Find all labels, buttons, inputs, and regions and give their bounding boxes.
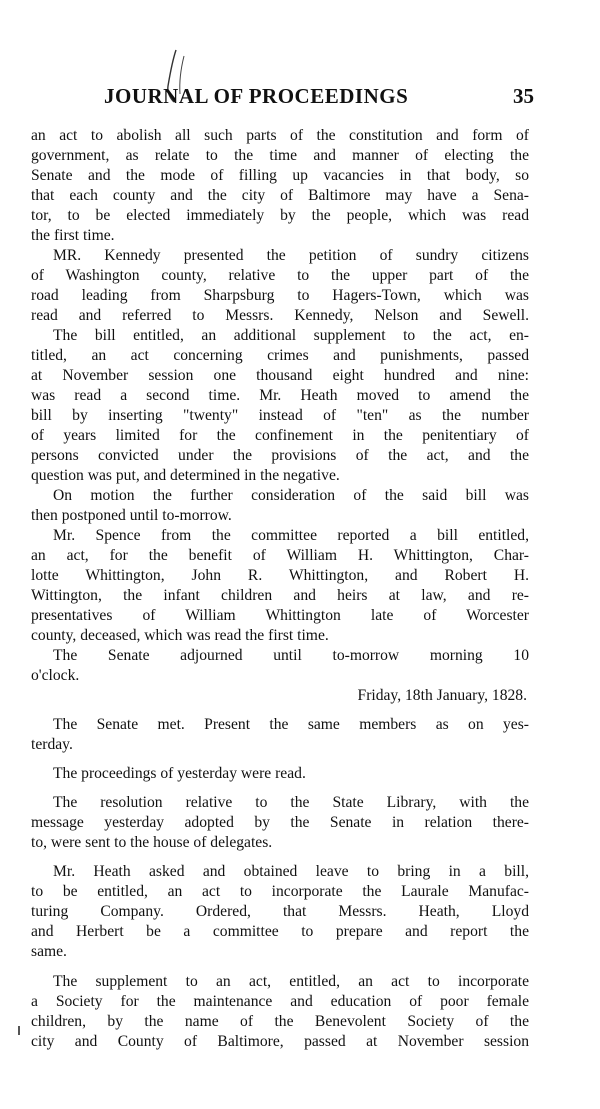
- text-line: lotte Whittington, John R. Whittington, and Robert H.: [31, 567, 529, 584]
- spacer: [31, 755, 529, 764]
- text-line: same.: [31, 943, 67, 960]
- text-line: of years limited for the confinement in the penitentiary of: [31, 427, 529, 444]
- text-line: tor, to be elected immediately by the people, which was read: [31, 207, 529, 224]
- text-line: The supplement to an act, entitled, an act to incorporate: [53, 973, 529, 990]
- text-line: The Senate adjourned until to-morrow morning 10: [53, 647, 529, 664]
- paragraph: [31, 126, 529, 246]
- paragraph: [31, 486, 529, 526]
- paragraph: [31, 862, 529, 962]
- text-line: the first time.: [31, 227, 115, 244]
- page-body: [31, 126, 529, 1052]
- text-line: The proceedings of yesterday were read.: [53, 765, 306, 782]
- text-line: to, were sent to the house of delegates.: [31, 834, 273, 851]
- text-line: Wittington, the infant children and heirs at law, and re-: [31, 587, 529, 604]
- paragraph: [31, 972, 529, 1052]
- text-line: an act, for the benefit of William H. Whittington, Char-: [31, 547, 529, 564]
- text-line: city and County of Baltimore, passed at November session: [31, 1033, 529, 1050]
- text-line: at November session one thousand eight hundred and nine:: [31, 367, 529, 384]
- text-line: question was put, and determined in the negative.: [31, 467, 340, 484]
- text-line: then postponed until to-morrow.: [31, 507, 232, 524]
- text-line: bill by inserting "twenty" instead of "ten" as the number: [31, 407, 529, 424]
- text-line: Mr. Spence from the committee reported a bill entitled,: [53, 527, 529, 544]
- text-line: MR. Kennedy presented the petition of sundry citizens: [53, 247, 529, 264]
- paragraph: [31, 326, 529, 486]
- paragraph: [31, 715, 529, 755]
- text-line: of Washington county, relative to the upper part of the: [31, 267, 529, 284]
- text-line: The resolution relative to the State Library, with the: [53, 794, 529, 811]
- spacer: [31, 962, 529, 972]
- spacer: [31, 853, 529, 862]
- text-line: On motion the further consideration of the said bill was: [53, 487, 529, 504]
- margin-tick: [18, 1026, 20, 1035]
- text-line: presentatives of William Whittington late of Worcester: [31, 607, 529, 624]
- paragraph: [31, 764, 529, 784]
- paragraph: [31, 526, 529, 646]
- running-title: JOURNAL OF PROCEEDINGS: [104, 84, 409, 108]
- text-line: titled, an act concerning crimes and punishments, passed: [31, 347, 529, 364]
- spacer: [31, 784, 529, 793]
- spacer: [31, 706, 529, 715]
- paragraph: [31, 793, 529, 853]
- dateline: Friday, 18th January, 1828.: [357, 687, 527, 704]
- text-line: turing Company. Ordered, that Messrs. Heath, Lloyd: [31, 903, 529, 920]
- page-header: [104, 84, 534, 110]
- text-line: road leading from Sharpsburg to Hagers-Town, which was: [31, 287, 529, 304]
- paragraph: [31, 646, 529, 686]
- text-line: Mr. Heath asked and obtained leave to bring in a bill,: [53, 863, 529, 880]
- text-line: persons convicted under the provisions of the act, and the: [31, 447, 529, 464]
- text-line: and Herbert be a committee to prepare and report the: [31, 923, 529, 940]
- text-line: to be entitled, an act to incorporate the Laurale Manufac-: [31, 883, 529, 900]
- page-number: 35: [513, 84, 534, 108]
- text-line: message yesterday adopted by the Senate in relation there-: [31, 814, 529, 831]
- text-line: children, by the name of the Benevolent Society of the: [31, 1013, 529, 1030]
- text-line: The Senate met. Present the same members as on yes-: [53, 716, 529, 733]
- paragraph: [31, 246, 529, 326]
- text-line: county, deceased, which was read the first time.: [31, 627, 329, 644]
- text-line: that each county and the city of Baltimore may have a Sena-: [31, 187, 529, 204]
- text-line: The bill entitled, an additional supplement to the act, en-: [53, 327, 529, 344]
- text-line: government, as relate to the time and manner of electing the: [31, 147, 529, 164]
- text-line: a Society for the maintenance and education of poor female: [31, 993, 529, 1010]
- text-line: Senate and the mode of filling up vacancies in that body, so: [31, 167, 529, 184]
- text-line: o'clock.: [31, 667, 80, 684]
- text-line: was read a second time. Mr. Heath moved to amend the: [31, 387, 529, 404]
- text-line: an act to abolish all such parts of the constitution and form of: [31, 127, 529, 144]
- text-line: terday.: [31, 736, 73, 753]
- text-line: read and referred to Messrs. Kennedy, Nelson and Sewell.: [31, 307, 529, 324]
